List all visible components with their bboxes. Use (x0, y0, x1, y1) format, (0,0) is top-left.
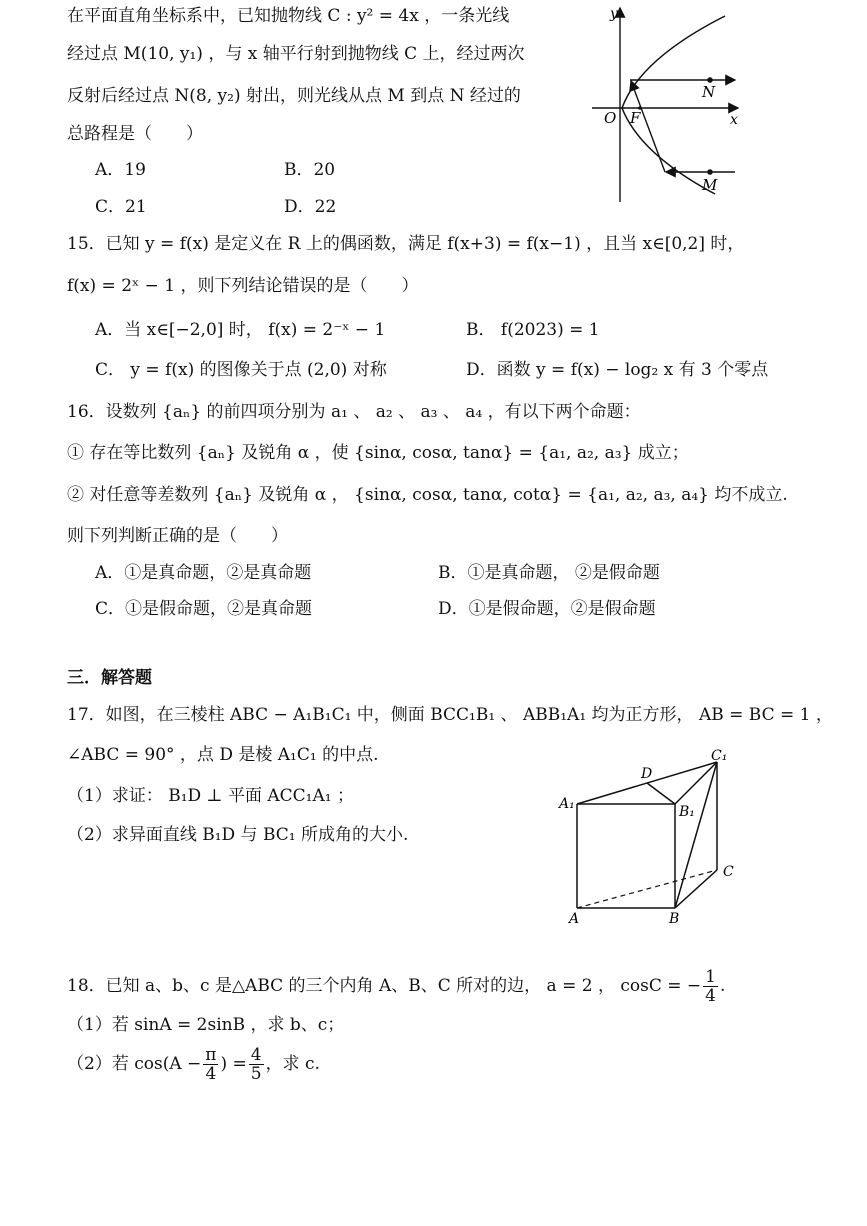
q18-line-2: （1）若 sinA = 2sinB ，求 b、c； (67, 1015, 345, 1035)
label-m: M (702, 176, 718, 194)
q16-option-c: C．①是假命题，②是真命题 (95, 599, 313, 619)
q15-option-d: D．函数 y = f(x) − log₂ x 有 3 个零点 (466, 360, 769, 380)
label-n: N (702, 83, 716, 101)
svg-text:B₁: B₁ (679, 804, 695, 820)
q14-option-a: A．19 (95, 160, 146, 180)
q14-line-3: 反射后经过点 N(8, y₂) 射出，则光线从点 M 到点 N 经过的 (67, 86, 521, 106)
q16-line-3: ② 对任意等差数列 {aₙ} 及锐角 α ， {sinα, cosα, tanα, cotα} = {a₁, a₂, a₃, a₄} 均不成立. (67, 485, 788, 505)
svg-text:C₁: C₁ (711, 748, 728, 764)
q17-line-3: （1）求证： B₁D ⊥ 平面 ACC₁A₁ ； (67, 786, 354, 806)
svg-text:C: C (723, 864, 734, 880)
prism-figure (555, 748, 745, 928)
point-n (707, 77, 713, 83)
label-x: x (730, 112, 738, 128)
q14-option-d: D．22 (284, 197, 337, 217)
q15-line-2: f(x) = 2ˣ − 1 ，则下列结论错误的是（ ） (67, 276, 419, 296)
q16-line-4: 则下列判断正确的是（ ） (67, 526, 288, 546)
parabola-curve (622, 16, 725, 194)
q16-line-2: ① 存在等比数列 {aₙ} 及锐角 α ，使 {sinα, cosα, tanα} = {a₁, a₂, a₃} 成立； (67, 443, 689, 463)
q14-option-b: B．20 (284, 160, 336, 180)
svg-text:D: D (641, 766, 653, 782)
q14-line-1: 在平面直角坐标系中，已知抛物线 C : y² = 4x ，一条光线 (67, 6, 510, 26)
q16-option-d: D．①是假命题，②是假命题 (438, 599, 656, 619)
q18-line-1: 18．已知 a、b、c 是△ABC 的三个内角 A、B、C 所对的边， a = 2 ， cosC = − $\frac{1}{4}$ . (67, 967, 726, 1006)
q14-line-2: 经过点 M(10, y₁) ，与 x 轴平行射到抛物线 C 上，经过两次 (67, 44, 525, 64)
q18-line-3: （2）若 cos(A − $\frac{\pi}{4}$ ) = $\frac{4}{5}$ ，求 c. (67, 1045, 320, 1084)
q17-line-2: ∠ABC = 90° ，点 D 是棱 A₁C₁ 的中点. (67, 745, 379, 765)
svg-text:B: B (669, 911, 680, 927)
label-f: F (630, 109, 641, 127)
q17-line-1: 17．如图，在三棱柱 ABC − A₁B₁C₁ 中，侧面 BCC₁B₁ 、 ABB₁A₁ 均为正方形， AB = BC = 1 ， (67, 705, 833, 725)
q16-line-1: 16．设数列 {aₙ} 的前四项分别为 a₁ 、 a₂ 、 a₃ 、 a₄ ，有以下两个命题： (67, 402, 641, 422)
svg-text:A₁: A₁ (559, 796, 575, 812)
q15-option-b: B． f(2023) = 1 (466, 320, 600, 340)
label-o: O (604, 109, 617, 127)
point-m (707, 169, 713, 175)
q16-option-a: A．①是真命题，②是真命题 (95, 563, 312, 583)
q15-line-1: 15．已知 y = f(x) 是定义在 R 上的偶函数，满足 f(x+3) = f(x−1) ，且当 x∈[0,2] 时， (67, 234, 745, 254)
section-title: 三．解答题 (67, 668, 152, 688)
svg-text:A: A (569, 911, 580, 927)
q15-option-a: A．当 x∈[−2,0] 时， f(x) = 2⁻ˣ − 1 (95, 320, 386, 340)
q14-line-4: 总路程是（ ） (67, 124, 203, 144)
q15-option-c: C． y = f(x) 的图像关于点 (2,0) 对称 (95, 360, 387, 380)
parabola-figure (580, 4, 750, 204)
q14-option-c: C．21 (95, 197, 147, 217)
label-y: y (610, 6, 618, 22)
q16-option-b: B．①是真命题， ②是假命题 (438, 563, 660, 583)
q17-line-4: （2）求异面直线 B₁D 与 BC₁ 所成角的大小. (67, 825, 409, 845)
